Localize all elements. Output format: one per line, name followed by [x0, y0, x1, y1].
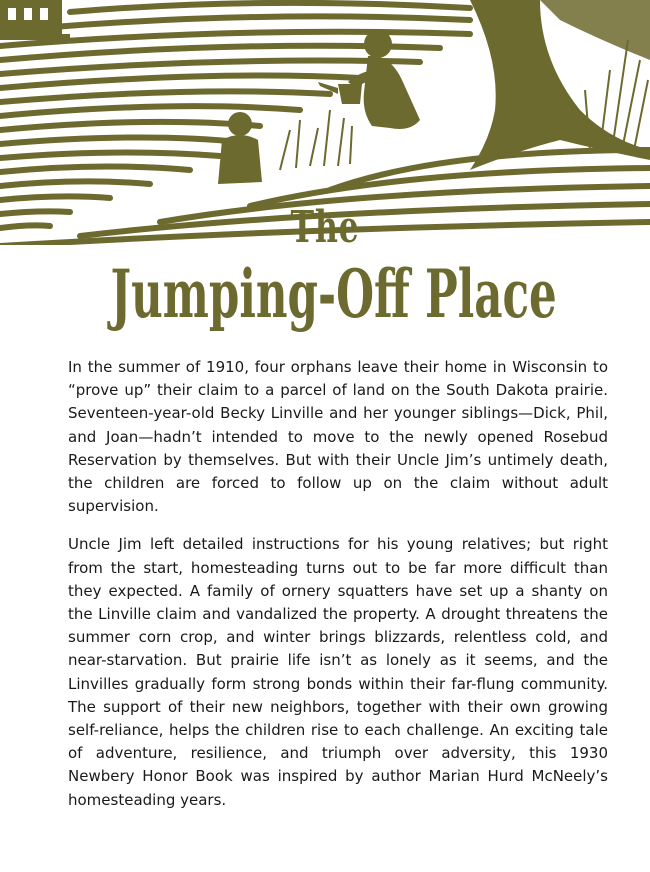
title-the: The	[290, 202, 360, 253]
description-paragraph-2: Uncle Jim left detailed instructions for his young relatives; but right from the start, homesteading turns out to be far more difficult than they expected. A family of ornery squatters have set up a shanty on the Linville claim and vandalized the property. A drought threatens the summer corn crop, and winter brings blizzards, relentless cold, and near-starvation. But prairie life isn’t as lonely as it seems, and the Linvilles gradually form strong bonds within their far-flung community. The support of their new neighbors, together with their own growing self-reliance, helps the children rise to each challenge. An exciting tale of adventure, resilience, and triumph over adversity, this 1930 Newbery Honor Book was inspired by author Marian Hurd McNeely’s homesteading years.	[68, 535, 608, 809]
title-main: Jumping-Off Place	[110, 255, 557, 333]
description	[68, 356, 608, 827]
description-paragraph-1: In the summer of 1910, four orphans leave their home in Wisconsin to “prove up” their claim to a parcel of land on the South Dakota prairie. Seventeen-year-old Becky Linville and her younger siblings—Dick, Phil, and Joan—hadn’t intended to move to the newly opened Rosebud Reservation by themselves. But with their Uncle Jim’s untimely death, the children are forced to follow up on the claim without adult supervision.	[68, 358, 608, 516]
